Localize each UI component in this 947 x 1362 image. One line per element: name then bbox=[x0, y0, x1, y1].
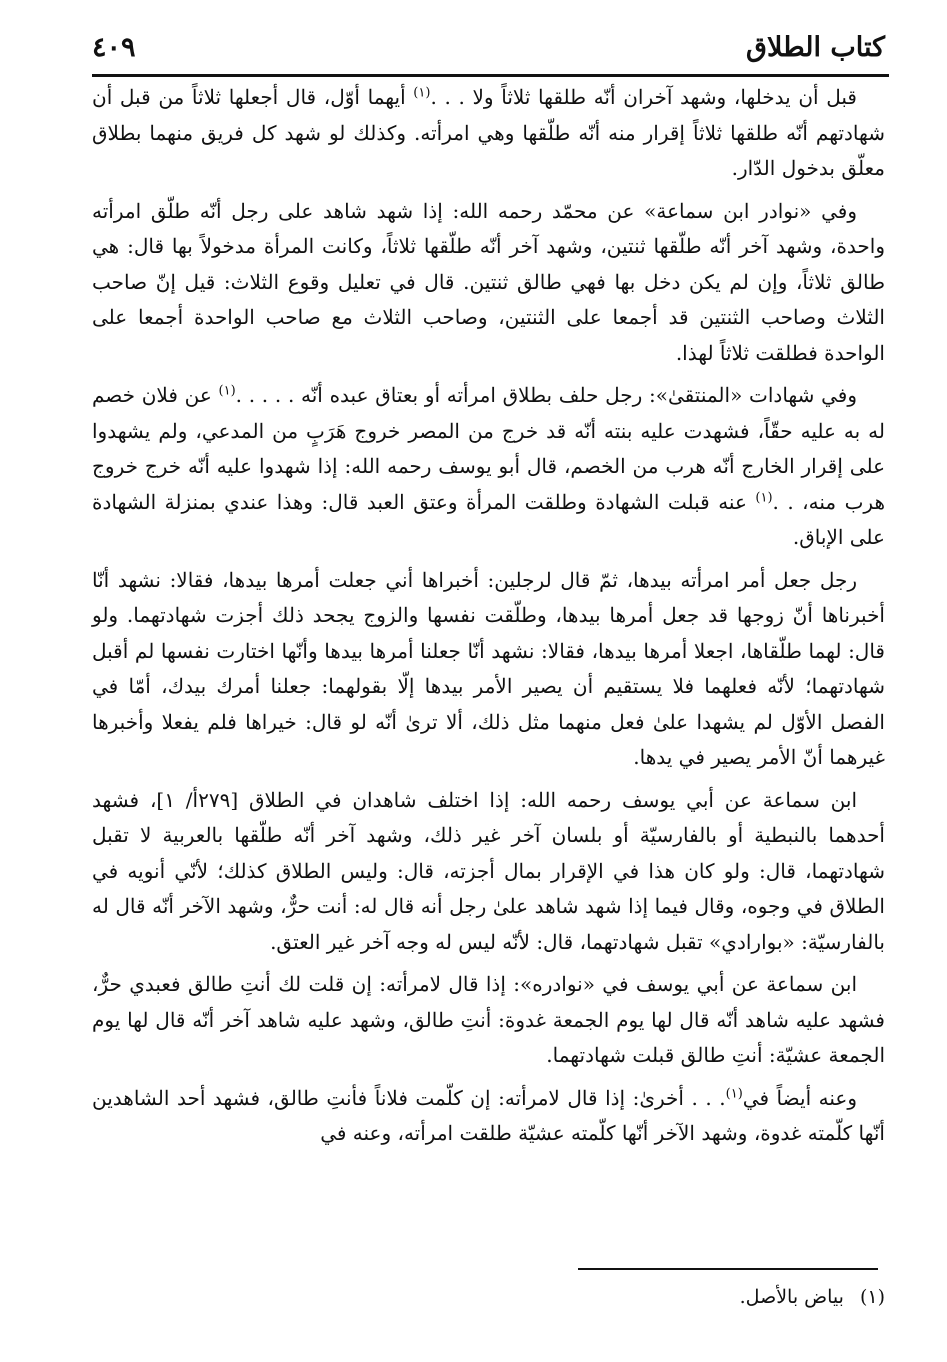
paragraph-5 bbox=[92, 783, 885, 961]
body-text bbox=[92, 80, 885, 1159]
paragraph-3 bbox=[92, 378, 885, 556]
header-rule bbox=[92, 74, 889, 77]
paragraph-text: وفي «نوادر ابن سماعة» عن محمّد رحمه الله: إذا شهد شاهد على رجل أنّه طلّق امرأته واحدة، وشهد آخر أنّه طلّقها ثنتين، وشهد آخر أنّه طلّقها ثلاثاً، وكانت المرأة مدخولاً بها قال: هي طالق ثلاثاً، وإن لم يكن دخل بها فهي طالق ثنتين. قال في تعليل وقوع الثلاث: قيل إنّ صاحب الثلاث وصاحب الثنتين قد أجمعا على الثنتين، وصاحب الثلاث مع صاحب الواحدة أجمعا على الواحدة فطلقت ثلاثاً لهذا. bbox=[92, 198, 885, 365]
paragraph-6 bbox=[92, 967, 885, 1074]
paragraph-text: رجل جعل أمر امرأته بيدها، ثمّ قال لرجلين: أخبراها أني جعلت أمرها بيدها، فقالا: نشهد أنّا أخبرناها أنّ زوجها قد جعل أمرها بيدها، وطلّقت نفسها والزوج يجحد ذلك أجزت شهادتهما. ولو قال: لهما طلّقاها، اجعلا أمرها بيدها، فقالا: نشهد أنّا جعلنا أمرها بيدها وأنّها اختارت نفسها لم أقبل شهادتهما؛ لأنّه فعلهما فلا يستقيم أن يصير الأمر بيدها إلّا بقولهما: جعلنا أمرك بيدك، أمّا في الفصل الأوّل لم يشهدا علىٰ فعل منهما مثل ذلك، ألا ترىٰ أنّه لو قال: خيراها فلم يفعلا وأخبرها غيرهما أنّ الأمر يصير في يدها. bbox=[92, 567, 885, 769]
paragraph-text: ابن سماعة عن أبي يوسف رحمه الله: إذا اختلف شاهدان في الطلاق [٢٧٩أ/ ١]، فشهد أحدهما بالنبطية أو بالفارسيّة أو بلسان آخر غير ذلك، وشهد آخر أنّه طلّقها بالعربية لا تقبل شهادتهما، قال: ولو كان هذا في الإقرار بمال أجزته، قال: وليس الطلاق كذلك؛ لأنّي أنويه في الطلاق في وجوه، وقال فيما إذا شهد شاهد علىٰ رجل أنه قال له: أنت حرٌّ، وشهد الآخر أنّه قال له بالفارسيّة: «بوارادي» تقبل شهادتهما، قال: لأنّه ليس له وجه آخر غير العتق. bbox=[92, 787, 885, 954]
footnote bbox=[740, 1282, 885, 1312]
paragraph-1 bbox=[92, 80, 885, 187]
paragraph-4 bbox=[92, 563, 885, 776]
page-header bbox=[92, 26, 885, 74]
footnote-marker: (١) bbox=[725, 1085, 743, 1101]
paragraph-text: قبل أن يدخلها، وشهد آخران أنّه طلقها ثلاثاً ولا . . . bbox=[430, 85, 857, 109]
paragraph-2 bbox=[92, 194, 885, 372]
page-number: ٤٠٩ bbox=[92, 32, 136, 63]
paragraph-7 bbox=[92, 1081, 885, 1152]
paragraph-text: أيهما أوّل، قال أجعلها ثلاثاً من قبل أن شهادتهم أنّه طلقها ثلاثاً إقرار منه أنّه طلّقها وهي امرأته. وكذلك لو شهد كل فريق منهما بطلاق معلّق بدخول الدّار. bbox=[92, 85, 885, 180]
paragraph-text: وعنه أيضاً في bbox=[742, 1085, 858, 1110]
footnote-text: بياض بالأصل. bbox=[739, 1286, 844, 1308]
footnote-marker: (١) bbox=[413, 85, 431, 101]
paragraph-text: عن فلان خصم له به عليه حقّاً، فشهدت عليه بنته أنّه قد خرج من المصر خروج هَرَبٍ من المدعي، ولم يشهدوا على إقرار الخارج أنّه هرب من الخصم، قال أبو يوسف رحمه الله: إذا شهدوا عليه أنّه خرج خروج هرب منه، . . bbox=[92, 383, 886, 514]
book-title: كتاب الطلاق bbox=[746, 32, 885, 63]
footnote-marker: (١) bbox=[218, 383, 236, 399]
paragraph-text: وفي شهادات «المنتقىٰ»: رجل حلف بطلاق امرأته أو بعتاق عبده أنّه . . . . . bbox=[235, 383, 857, 407]
footnote-marker: (١) bbox=[755, 489, 773, 505]
footnote-rule bbox=[578, 1268, 878, 1270]
paragraph-text: ابن سماعة عن أبي يوسف في «نوادره»: إذا قال لامرأته: إن قلت لك أنتِ طالق فعبدي حرٌّ، فشهد عليه شاهد أنّه قال لها يوم الجمعة غدوة: أنتِ طالق، وشهد عليه شاهد آخر أنّه قال لها يوم الجمعة عشيّة: أنتِ طالق قبلت شهادتهما. bbox=[92, 972, 885, 1067]
paragraph-text: عنه قبلت الشهادة وطلقت المرأة وعتق العبد قال: وهذا عندي بمنزلة الشهادة على الإباق. bbox=[92, 489, 885, 549]
footnote-number: (١) bbox=[859, 1286, 885, 1308]
paragraph-text: . . . أخرىٰ: إذا قال لامرأته: إن كلّمت فلاناً فأنتِ طالق، فشهد أحد الشاهدين أنّها كلّمته غدوة، وشهد الآخر أنّها كلّمته عشيّة طلقت امرأته، وعنه في bbox=[92, 1085, 885, 1145]
